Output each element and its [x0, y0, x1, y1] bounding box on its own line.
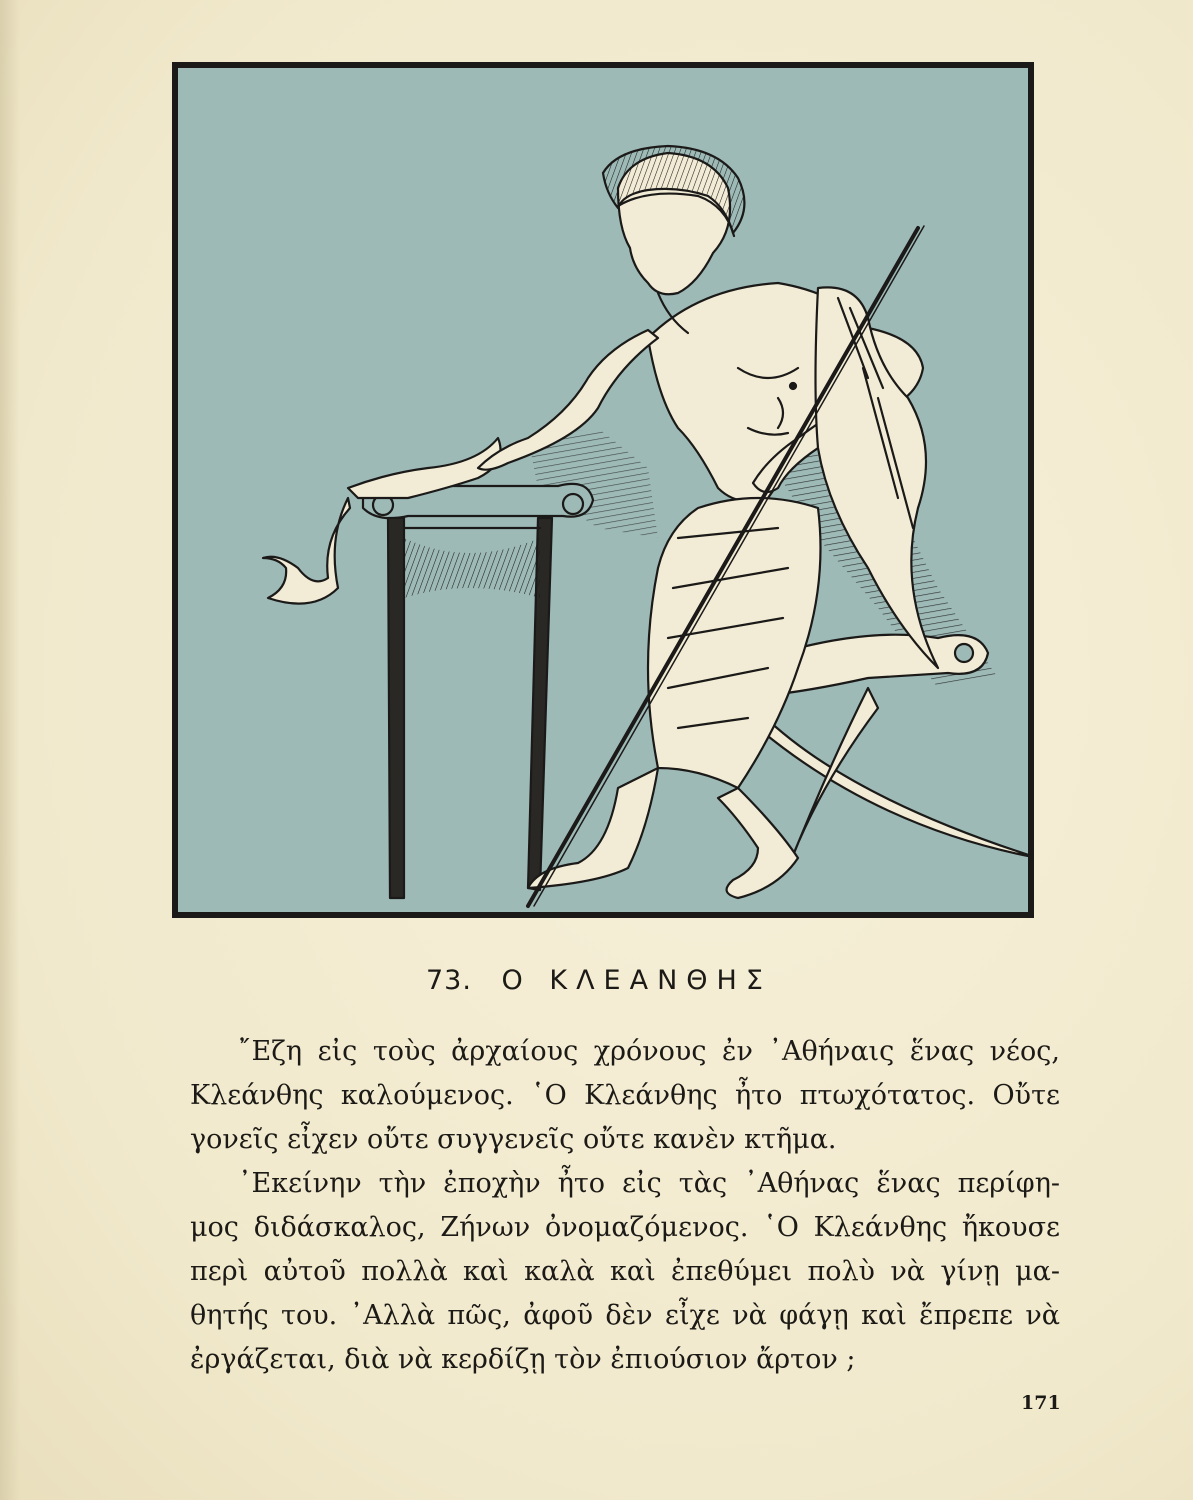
text-line: μος διδάσκαλος, Ζήνων ὀνομαζόμενος. ῾Ο Κλεάνθης ἤκουσε: [190, 1212, 1060, 1243]
text-line: γονεῖς εἶχεν οὔτε συγγενεῖς οὔτε κανὲν κτῆμα.: [190, 1124, 837, 1155]
text-line: θητής του. ᾿Αλλὰ πῶς, ἀφοῦ δὲν εἶχε νὰ φάγῃ καὶ ἔπρεπε νὰ: [190, 1300, 1060, 1331]
philosopher-illustration: [178, 68, 1028, 912]
lesson-number: 73.: [426, 965, 472, 996]
stool-leg-curve: [738, 688, 1028, 858]
page-number: 171: [1021, 1392, 1061, 1414]
text-line: Κλεάνθης καλούμενος. ῾Ο Κλεάνθης ἦτο πτωχότατος. Οὔτε: [190, 1080, 1060, 1111]
page-gutter-shadow: [0, 0, 20, 1500]
lesson-text: [190, 1030, 1060, 1382]
illustration-frame: [172, 62, 1034, 918]
lesson-title: Ο ΚΛΕΑΝΘΗΣ: [501, 965, 772, 996]
text-line: περὶ αὐτοῦ πολλὰ καὶ καλὰ καὶ ἐπεθύμει πολὺ νὰ γίνῃ μα-: [190, 1256, 1060, 1287]
figure-right-leg: [718, 788, 798, 898]
text-line: ἐργάζεται, διὰ νὰ κερδίζῃ τὸν ἐπιούσιον ἄρτον ;: [190, 1344, 856, 1375]
lesson-heading: [426, 965, 846, 996]
text-line: ᾿Εκείνην τὴν ἐποχὴν ἦτο εἰς τὰς ᾿Αθήνας ἕνας περίφη-: [238, 1168, 1060, 1199]
table-leg-left: [388, 518, 404, 898]
text-line: ῎Εζη εἰς τοὺς ἀρχαίους χρόνους ἐν ᾿Αθήναις ἕνας νέος,: [238, 1036, 1060, 1067]
